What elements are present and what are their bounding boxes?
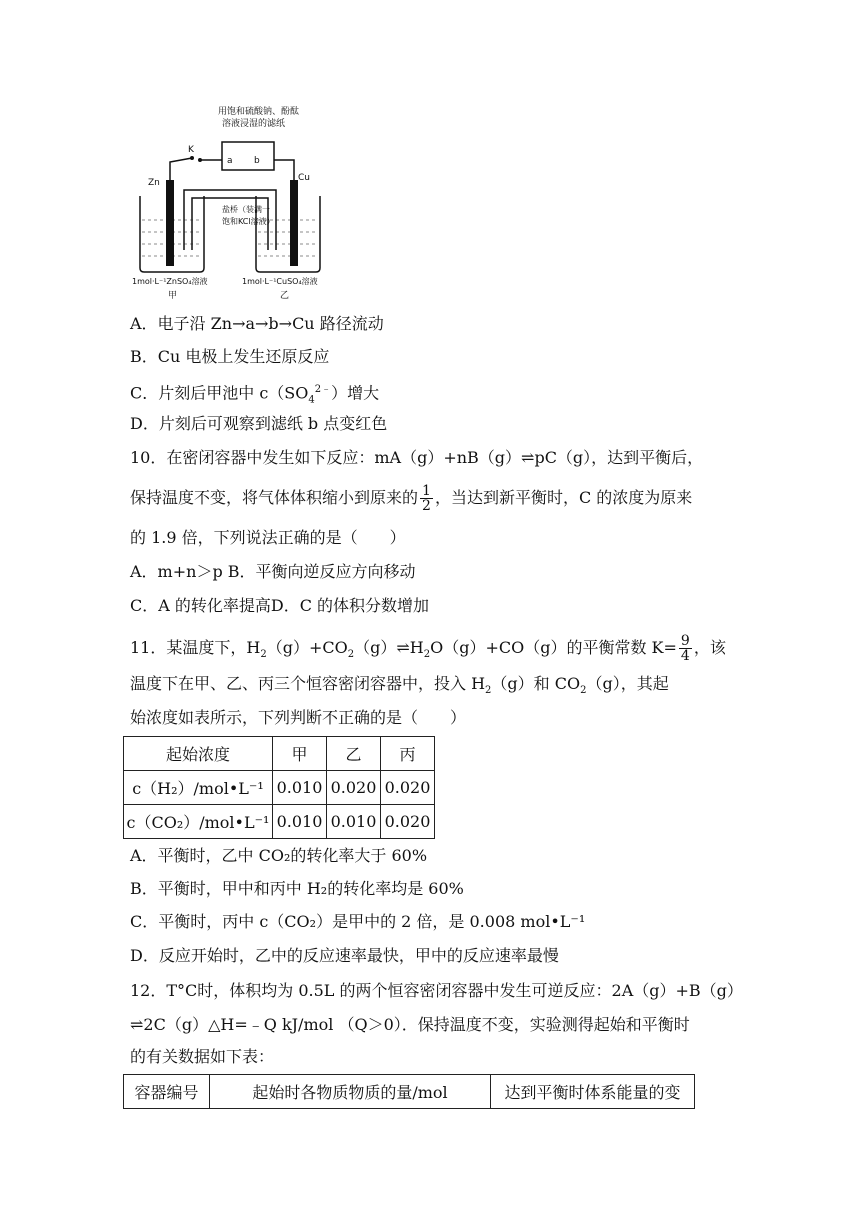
q10-stem-line-1: 10．在密闭容器中发生如下反应：mA（g）+nB（g）⇌pC（g），达到平衡后，: [130, 448, 704, 467]
q9-option-d: D．片刻后可观察到滤纸 b 点变红色: [130, 414, 388, 433]
equilibrium-data-table: [123, 1074, 695, 1109]
table-cell: 0.020: [381, 805, 435, 839]
figure-caption-line-2: 溶液浸湿的滤纸: [222, 119, 286, 129]
table-header-cell: 丙: [381, 737, 435, 771]
q10-stem-line-2: 保持温度不变，将气体体积缩小到原来的 $\frac{1}{2}$ ，当达到新平衡时，C 的浓度为原来: [130, 483, 693, 514]
q9-option-c: C．片刻后甲池中 $c(SO_4^{2﹣})$增大: [130, 383, 380, 406]
salt-bridge-label-2: 饱和KCl溶液）: [222, 217, 275, 226]
table-row: [124, 805, 435, 839]
table-header-cell: 起始浓度: [124, 737, 273, 771]
zn-electrode-label: Zn: [148, 178, 160, 188]
point-b-label: b: [254, 156, 260, 166]
left-solution-label: 1mol·L⁻¹ZnSO₄溶液: [132, 277, 208, 286]
initial-concentration-table: [123, 736, 435, 839]
table-header-cell: 起始时各物质物质的量/mol: [210, 1075, 491, 1109]
salt-bridge-label-1: 盐桥（装满一: [222, 205, 270, 214]
q11-stem-line-3: 始浓度如表所示，下列判断不正确的是（ ）: [130, 708, 467, 727]
table-header-cell: 甲: [273, 737, 327, 771]
table-header-cell: 容器编号: [124, 1075, 210, 1109]
point-a-label: a: [227, 156, 233, 166]
table-row: [124, 737, 435, 771]
table-cell: 0.010: [273, 771, 327, 805]
q9-option-b: B．Cu 电极上发生还原反应: [130, 347, 330, 366]
table-cell: 0.020: [381, 771, 435, 805]
table-header-cell: 乙: [327, 737, 381, 771]
q11-stem-line-2: 温度下在甲、乙、丙三个恒容密闭容器中，投入 $H_2(g)$和 $CO_2(g)$，其起: [130, 674, 669, 697]
table-cell: 0.010: [273, 805, 327, 839]
table-row: [124, 771, 435, 805]
fraction-one-half: $\frac{1}{2}$: [422, 483, 431, 514]
figure-caption-line-1: 用饱和硫酸钠、酚酞: [218, 107, 300, 117]
switch-k-label: K: [188, 145, 194, 155]
q12-stem-line-1: 12．T°C时，体积均为 0.5L 的两个恒容密闭容器中发生可逆反应：2A（g）+B（g）: [130, 981, 743, 1000]
table-row: [124, 1075, 695, 1109]
galvanic-cell-figure: [130, 100, 330, 306]
table-row-label: c（CO₂）/mol•L⁻¹: [124, 805, 273, 839]
table-header-cell: 达到平衡时体系能量的变: [491, 1075, 695, 1109]
left-beaker-label: 甲: [168, 291, 178, 301]
q11-option-d: D．反应开始时，乙中的反应速率最快，甲中的反应速率最慢: [130, 946, 559, 965]
q10-stem-line-3: 的 1.9 倍，下列说法正确的是（ ）: [130, 528, 406, 547]
table-cell: 0.020: [327, 771, 381, 805]
right-solution-label: 1mol·L⁻¹CuSO₄溶液: [242, 277, 318, 286]
table-cell: 0.010: [327, 805, 381, 839]
q10-options-ab: A．m+n＞p B．平衡向逆反应方向移动: [130, 562, 416, 581]
q10-options-cd: C．A 的转化率提高D．C 的体积分数增加: [130, 596, 430, 615]
q11-option-c: C．平衡时，丙中 c（CO₂）是甲中的 2 倍，是 0.008 mol•L⁻¹: [130, 912, 586, 931]
q11-option-b: B．平衡时，甲中和丙中 H₂的转化率均是 60%: [130, 879, 464, 898]
table-row-label: c（H₂）/mol•L⁻¹: [124, 771, 273, 805]
fraction-nine-fourths: $\frac{9}{4}$: [680, 633, 690, 664]
cu-electrode-label: Cu: [298, 173, 310, 183]
right-beaker-label: 乙: [280, 291, 290, 301]
q12-stem-line-3: 的有关数据如下表：: [130, 1047, 275, 1066]
q12-stem-line-2: ⇌2C（g）△H=﹣Q kJ/mol （Q＞0）．保持温度不变，实验测得起始和平衡时: [130, 1015, 690, 1034]
q11-stem-line-1: 11．某温度下，$H_2(g)+CO_2(g)\rightleftharpoons H_2O(g)+CO(g)$的平衡常数 K= $\frac{9}{4}$ ，该: [130, 633, 726, 664]
q9-option-a: A．电子沿 Zn→a→b→Cu 路径流动: [130, 314, 384, 333]
zn-electrode: [166, 180, 174, 266]
cu-electrode: [290, 180, 298, 266]
q11-option-a: A．平衡时，乙中 CO₂的转化率大于 60%: [130, 846, 428, 865]
